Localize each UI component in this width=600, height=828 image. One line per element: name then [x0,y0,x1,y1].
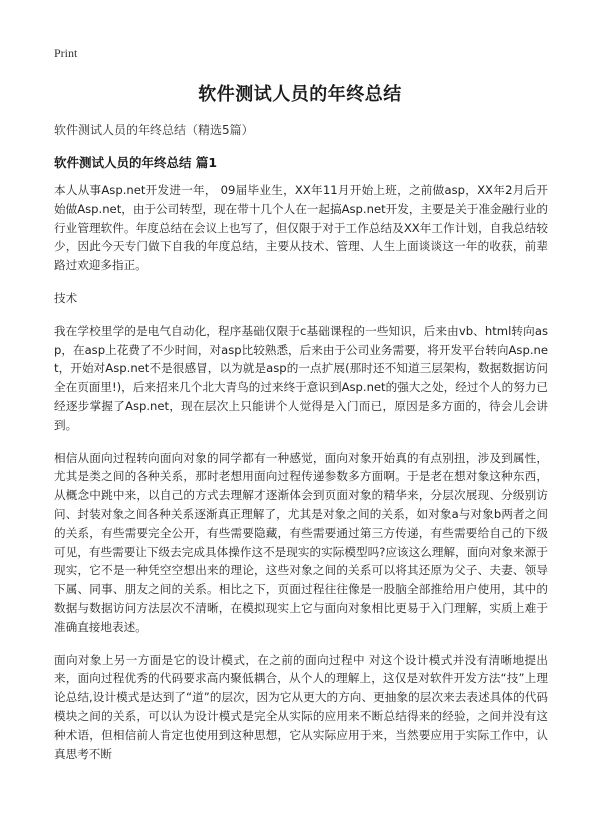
body-paragraph-background: 我在学校里学的是电气自动化，程序基础仅限于c基础课程的一些知识，后来由vb、html转向asp，在asp上花费了不少时间，对asp比较熟悉，后来由于公司业务需要，将开发平台转向Asp.net，开始对Asp.net不是很感冒，以为就是asp的一点扩展(那时还不知道三层架构，数据数据访问全在页面里!)，后来招来几个北大青鸟的过来终于意识到Asp.net的强大之处，经过个人的努力已经逐步掌握了Asp.net，现在层次上只能讲个人觉得是入门而已，原因是多方面的，待会儿会讲到。 [54,323,548,432]
body-paragraph-intro: 本人从事Asp.net开发进一年， 09届毕业生，XX年11月开始上班，之前做asp，XX年2月后开始做Asp.net，由于公司转型，现在带十几个人在一起搞Asp.net开发，主要是关于准金融行业的行业管理软件。年度总结在会议上也写了，但仅限于对于工作总结及XX年工作计划，自我总结较少，因此今天专门做下自我的年度总结，主要从技术、管理、人生上面谈谈这一年的收获，前辈路过欢迎多指正。 [54,183,548,273]
print-button[interactable]: Print [54,46,78,60]
section-heading: 软件测试人员的年终总结 篇1 [54,155,218,170]
document-subtitle: 软件测试人员的年终总结（精选5篇） [54,123,254,137]
subsection-heading-tech: 技术 [54,290,78,305]
page-title: 软件测试人员的年终总结 [198,84,402,105]
body-paragraph-design-patterns: 面向对象上另一方面是它的设计模式，在之前的面向过程中 对这个设计模式并没有清晰地提出来，面向过程优秀的代码要求高内聚低耦合，从个人的理解上，这仅是对软件开发方法“技”上理论总结,设计模式是达到了“道”的层次，因为它从更大的方向、更抽象的层次来去表述具体的代码模块之间的关系，可以认为设计模式是完全从实际的应用来不断总结得来的经验，之间并没有这种术语，但相信前人肯定也使用到这种思想，它从实际应用于来，当然要应用于实际工作中，认真思考不断 [54,652,548,761]
body-paragraph-oop: 相信从面向过程转向面向对象的同学都有一种感觉，面向对象开始真的有点别扭，涉及到属性，尤其是类之间的各种关系，那时老想用面向过程传递参数多方面啊。于是老在想对象这种东西，从概念中跳中来，以自己的方式去理解才逐渐体会到页面对象的精华来，分层次展现、分级别访问、封装对象之间各种关系逐渐真正理解了，尤其是对象之间的关系，如对象a与对象b两者之间的关系，有些需要完全公开，有些需要隐藏，有些需要通过第三方传递，有些需要给自己的下级可见，有些需要让下级去完成具体操作这不是现实的实际模型吗?应该这么理解，面向对象来源于现实，它不是一种凭空空想出来的理论，这些对象之间的关系可以将其还原为父子、夫妻、领导下属、同事、朋友之间的关系。相比之下，页面过程往往像是一股脑全部推给用户使用，其中的数据与数据访问方法层次不清晰，在模拟现实上它与面向对象相比更易于入门理解，实质上难于准确直接地表述。 [54,450,548,634]
document-body [54,181,548,777]
